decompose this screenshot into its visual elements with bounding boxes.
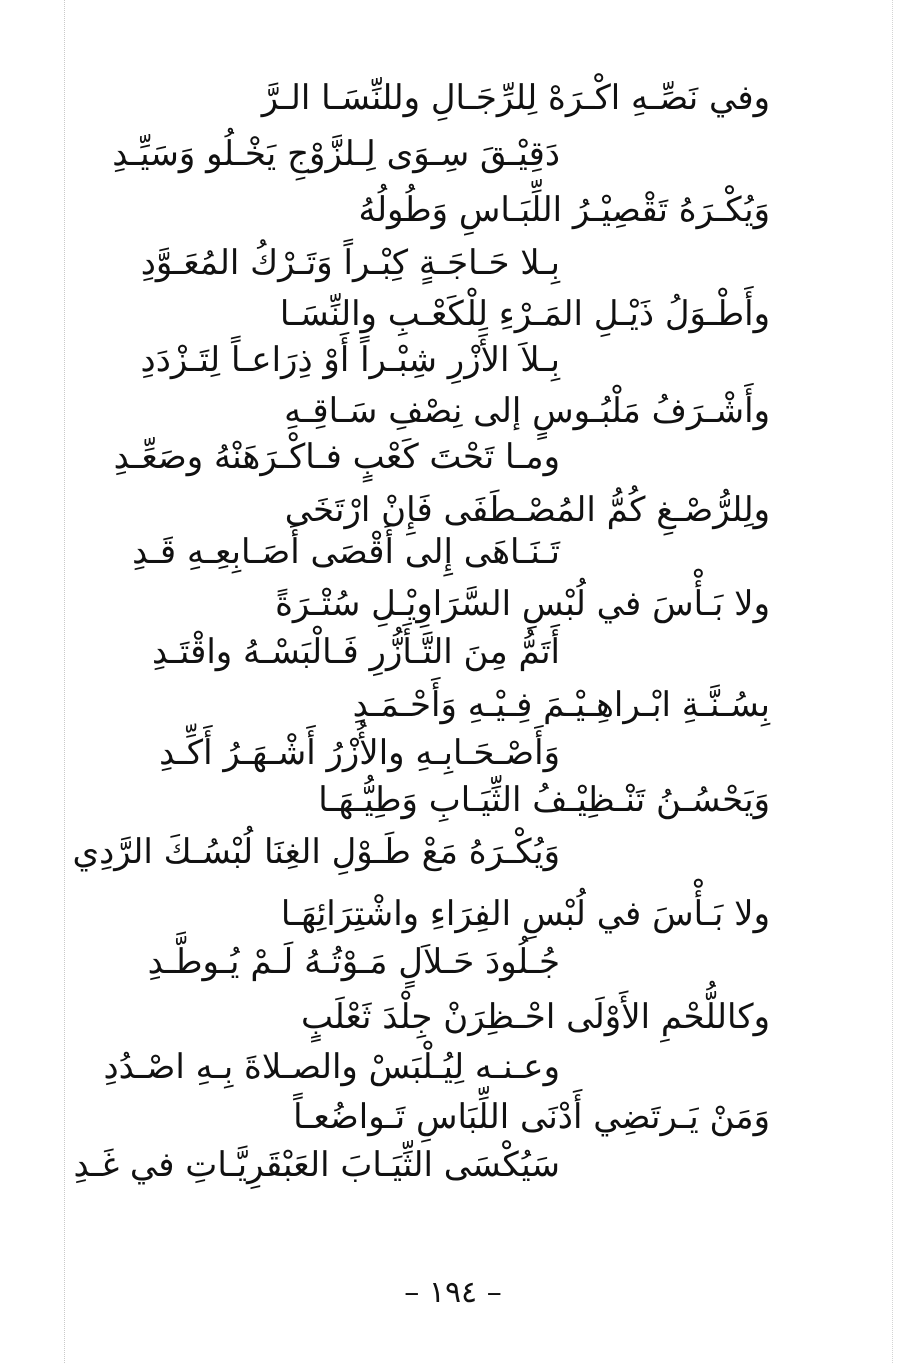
scan-guide-line-right: [892, 0, 893, 1363]
verse-8-first-hemistich: وَيَحْسُـنُ تَنْـظِيْـفُ الثِّيَـابِ وَطِيُّـهَـا: [318, 780, 770, 820]
verse-3-second-hemistich: بِـلاَ الأَزْرِ شِبْـراً أَوْ ذِرَاعـاً لِتَـزْدَدِ: [140, 340, 560, 380]
verse-10-second-hemistich: وعـنـه لِيُـلْبَسْ والصـلاةَ بِـهِ اصْـدُدِ: [103, 1047, 560, 1087]
scan-guide-line-left: [64, 0, 65, 1363]
page-number: – ١٩٤ –: [404, 1275, 502, 1310]
verse-2-second-hemistich: بِـلا حَـاجَـةٍ كِبْـراً وَتَـرْكُ المُعَـوَّدِ: [140, 243, 560, 283]
verse-1-second-hemistich: دَقِيْـقَ سِـوَى لِـلزَّوْجِ يَخْـلُو وَسَيِّـدِ: [112, 134, 560, 174]
verse-2-first-hemistich: وَيُكْـرَهُ تَقْصِيْـرُ اللِّبَـاسِ وَطُولُهُ: [358, 190, 770, 230]
verse-1-first-hemistich: وفي نَصِّـهِ اكْـرَهْ لِلرِّجَـالِ وللنِّسَـا الـرَّ: [261, 78, 770, 118]
verse-6-first-hemistich: ولا بَـأْسَ في لُبْسِ السَّرَاوِيْـلِ سُتْـرَةً: [275, 584, 770, 624]
verse-9-first-hemistich: ولا بَـأْسَ في لُبْسِ الفِرَاءِ واشْتِرَائِهَـا: [280, 894, 770, 934]
verse-11-first-hemistich: وَمَنْ يَـرتَضِي أَدْنَى اللِّبَاسِ تَـواضُعـاً: [293, 1097, 770, 1137]
verse-4-second-hemistich: ومـا تَحْتَ كَعْبٍ فـاكْـرَهَنْهُ وصَعِّـدِ: [113, 437, 560, 477]
verse-11-second-hemistich: سَيُكْسَى الثِّيَـابَ العَبْقَرِيَّـاتِ في غَـدِ: [73, 1145, 560, 1185]
verse-6-second-hemistich: أَتَمُّ مِنَ التَّـأَزُّرِ فَـالْبَسْـهُ واقْتَـدِ: [152, 632, 560, 672]
verse-10-first-hemistich: وكاللُّحْمِ الأَوْلَى احْـظِرَنْ جِلْدَ ثَعْلَبٍ: [300, 997, 770, 1037]
verse-7-first-hemistich: بِسُـنَّـةِ ابْـراهِـيْـمَ فِـيْـهِ وَأَحْـمَـدِ: [352, 685, 770, 725]
verse-3-first-hemistich: وأَطْـوَلُ ذَيْـلِ المَـرْءِ لِلْكَعْـبِ والنِّسَـا: [279, 294, 770, 334]
verse-7-second-hemistich: وَأَصْـحَـابِـهِ والأُزْرُ أَشْـهَـرُ أَكِّـدِ: [159, 733, 560, 773]
verse-5-second-hemistich: تَـنَـاهَى إِلى أَقْصَى أَصَـابِعِـهِ قَـدِ: [132, 532, 560, 572]
verse-5-first-hemistich: ولِلرُّصْـغِ كُمُّ المُصْـطَفَى فَإِنْ ارْتَخَى: [284, 490, 770, 530]
verse-8-second-hemistich: وَيُكْـرَهُ مَعْ طَـوْلِ الغِنَا لُبْسُـكَ الرَّدِي: [72, 832, 560, 872]
verse-9-second-hemistich: جُـلُودَ حَـلاَلٍ مَـوْتُـهُ لَـمْ يُـوطَّـدِ: [147, 942, 560, 982]
verse-4-first-hemistich: وأَشْـرَفُ مَلْبُـوسٍ إلى نِصْفِ سَـاقِـهِ: [284, 391, 770, 431]
